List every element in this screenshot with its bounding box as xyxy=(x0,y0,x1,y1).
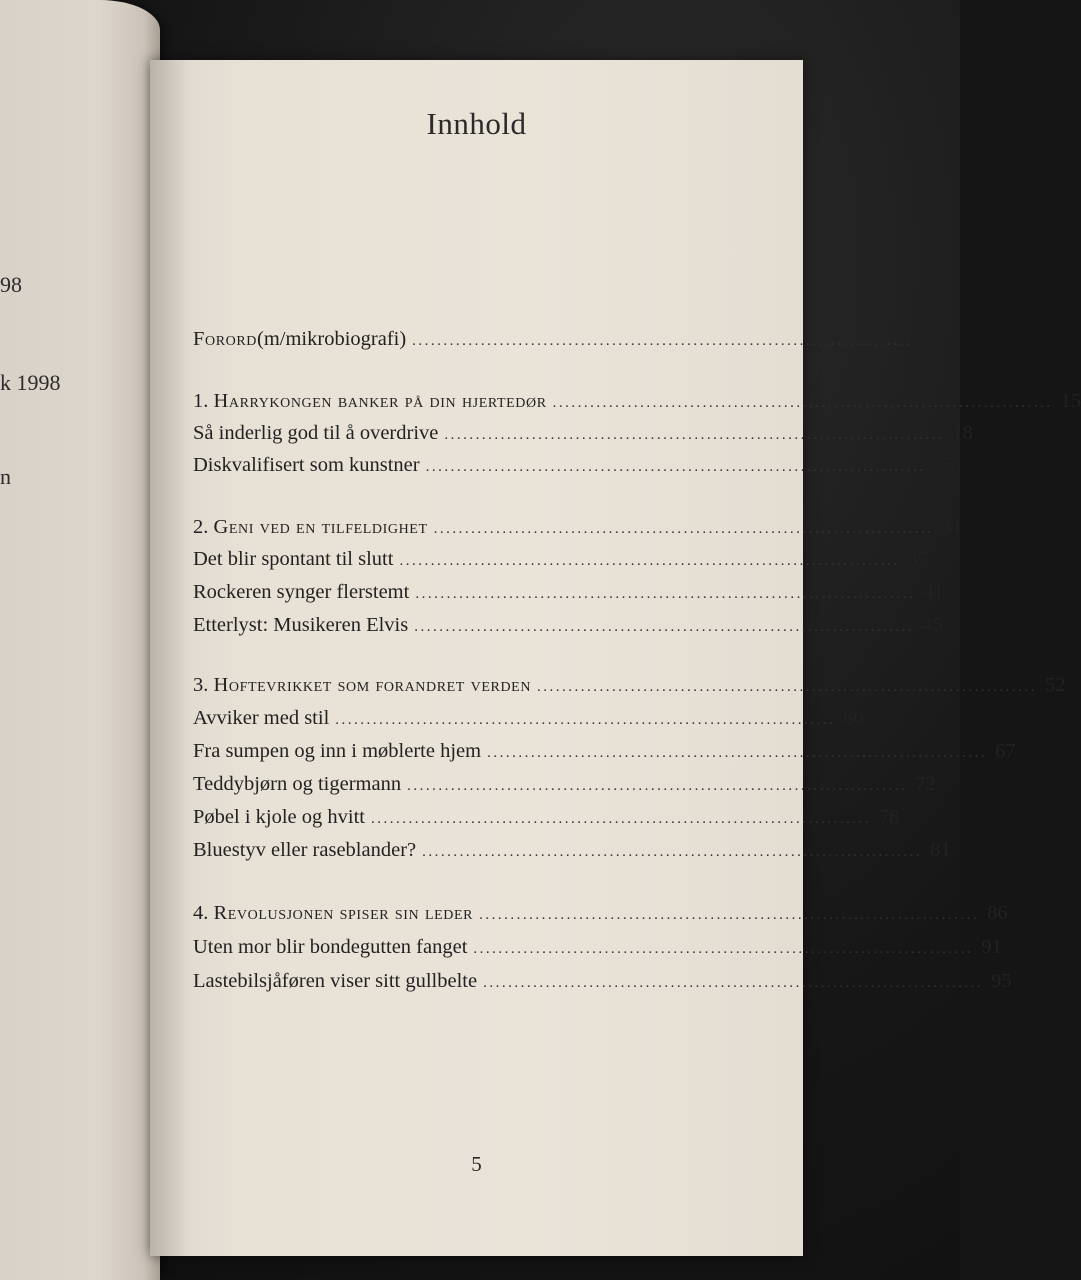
toc-entry-label: Harrykongen banker på din hjertedør xyxy=(213,390,547,412)
dot-leader: ................................................................................ xyxy=(433,521,934,537)
page-title: Innhold xyxy=(426,106,527,141)
toc-entry-page: 95 xyxy=(991,970,1012,992)
toc-entry-label: Så inderlig god til å overdrive xyxy=(193,422,439,444)
toc-entry-label: Lastebilsjåføren viser sitt gullbelte xyxy=(193,970,478,992)
toc-entry-label: Forord xyxy=(193,328,258,350)
toc-entry-page: 52 xyxy=(1045,674,1066,696)
dot-leader: ................................................................................ xyxy=(414,619,915,635)
toc-entry xyxy=(193,581,944,611)
toc-entry-page: 78 xyxy=(878,806,900,828)
toc-entry-page: 41 xyxy=(923,581,944,603)
toc-entry-label: Uten mor blir bondegutten fanget xyxy=(193,936,468,958)
toc-entry xyxy=(193,390,1081,420)
toc-entry xyxy=(193,614,943,644)
toc-entry-page: 67 xyxy=(995,740,1016,762)
toc-entry-page: 72 xyxy=(915,773,936,795)
toc-entry xyxy=(193,806,900,836)
toc-entry-label: Etterlyst: Musikeren Elvis xyxy=(193,614,409,636)
toc-entry-page: 86 xyxy=(987,902,1008,924)
dot-leader: ................................................................................ xyxy=(479,907,980,923)
toc-entry-page: 45 xyxy=(922,614,943,636)
dot-leader: ................................................................................ xyxy=(370,811,871,827)
toc-entry-label: Teddybjørn og tigermann xyxy=(193,773,402,795)
toc-entry-page: 81 xyxy=(930,839,951,861)
toc-entry-page: 31 xyxy=(941,516,963,538)
toc-entry xyxy=(193,548,928,578)
toc-entry-label: Avviker med stil xyxy=(193,707,330,729)
toc-entry-label: Det blir spontant til slutt xyxy=(193,548,394,570)
right-page xyxy=(150,60,1081,1256)
toc-entry-label: Fra sumpen og inn i møblerte hjem xyxy=(193,740,482,762)
toc-entry-page: 18 xyxy=(952,422,973,444)
dot-leader: ................................................................................ xyxy=(473,941,974,957)
toc-entry xyxy=(193,936,1002,966)
toc-entry-page: 25 xyxy=(933,454,955,476)
page-number: 5 xyxy=(471,1152,482,1176)
toc-entry-label: Hoftevrikket som forandret verden xyxy=(213,674,532,696)
toc-entry-label: Pøbel i kjole og hvitt xyxy=(193,806,365,828)
toc-entry-page: 60 xyxy=(843,707,864,729)
toc-entry-page: 91 xyxy=(981,936,1002,958)
chapter-number: 2. xyxy=(193,516,214,538)
dot-leader: ................................................................................ xyxy=(399,553,900,569)
toc-entry xyxy=(193,516,963,546)
chapter-number: 4. xyxy=(193,902,214,924)
toc-entry-label: Rockeren synger flerstemt xyxy=(193,581,410,603)
toc-entry xyxy=(193,839,951,869)
toc-entry xyxy=(193,902,1008,932)
toc-entry xyxy=(193,422,973,452)
toc-entry-label: Revolusjonen spiser sin leder xyxy=(213,902,474,924)
dot-leader: ................................................................................ xyxy=(487,745,988,761)
dot-leader: ................................................................................ xyxy=(335,712,836,728)
toc-entry xyxy=(193,674,1066,704)
chapter-number: 1. xyxy=(193,390,214,412)
dot-leader: ................................................................................ xyxy=(444,427,945,443)
dot-leader: ................................................................................ xyxy=(537,679,1038,695)
dot-leader: ................................................................................ xyxy=(415,586,916,602)
toc-entry-label: Geni ved en tilfeldighet xyxy=(213,516,428,538)
toc-entry-subtitle: (m/mikrobiografi) xyxy=(257,328,407,350)
toc-entry xyxy=(193,773,936,803)
toc-entry-page: 15 xyxy=(1060,390,1081,412)
toc-entry-page: 9 xyxy=(920,328,931,350)
dot-leader: ................................................................................ xyxy=(422,844,923,860)
dot-leader: ................................................................................ xyxy=(552,395,1053,411)
left-page xyxy=(0,0,160,1280)
dot-leader: ................................................................................ xyxy=(412,333,913,349)
toc-entry xyxy=(193,328,931,358)
toc-entry-page: 37 xyxy=(907,548,928,570)
toc-entry-label: Diskvalifisert som kunstner xyxy=(193,454,420,476)
toc-entry xyxy=(193,740,1016,770)
toc-entry xyxy=(193,970,1012,1000)
left-page-fragment: n xyxy=(0,464,11,489)
left-page-fragment: k 1998 xyxy=(0,370,61,395)
left-page-fragment: 98 xyxy=(0,272,22,297)
dot-leader: ................................................................................ xyxy=(425,459,926,475)
toc-entry-label: Bluestyv eller raseblander? xyxy=(193,839,417,861)
chapter-number: 3. xyxy=(193,674,214,696)
toc-entry xyxy=(193,707,864,737)
toc-entry xyxy=(193,454,955,484)
dot-leader: ................................................................................ xyxy=(483,975,984,991)
dot-leader: ................................................................................ xyxy=(407,778,908,794)
